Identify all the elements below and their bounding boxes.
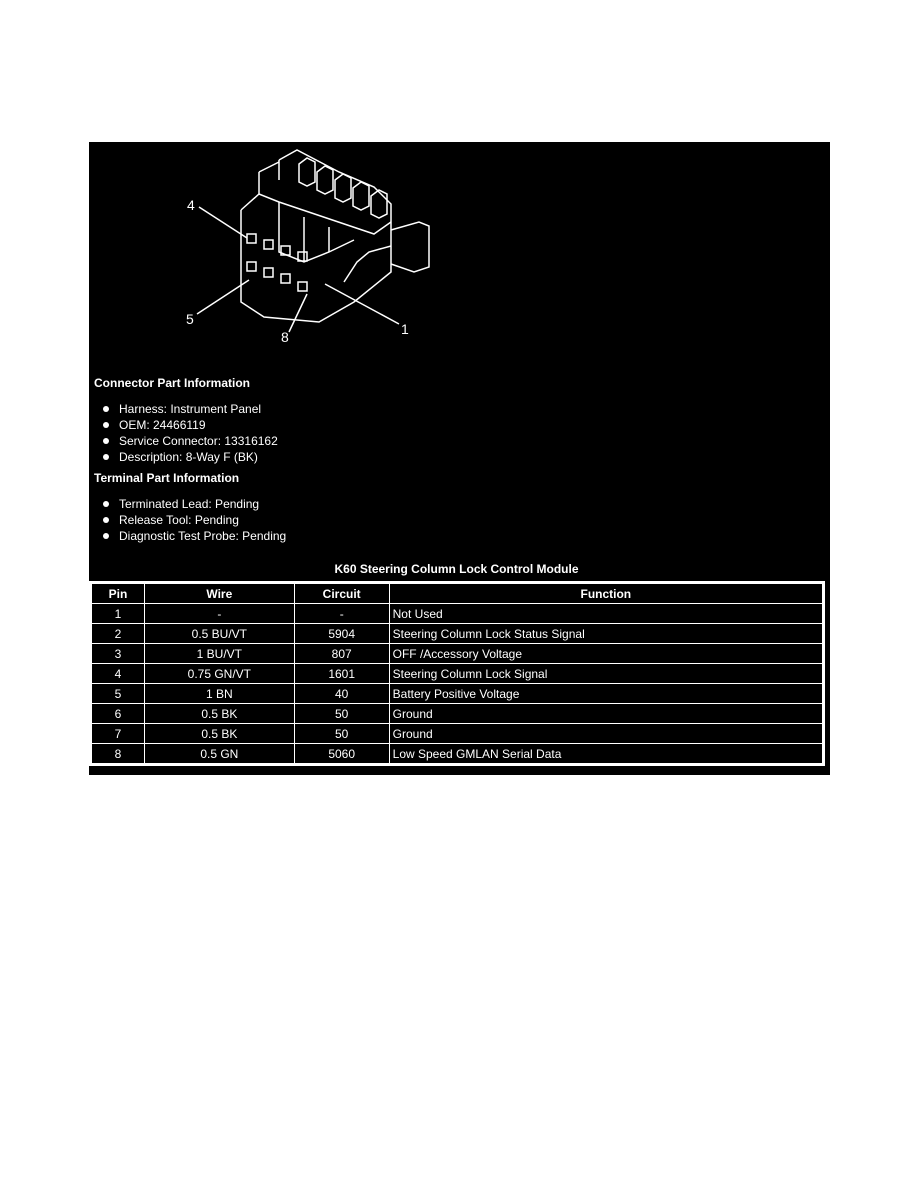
table-title: K60 Steering Column Lock Control Module: [334, 562, 579, 576]
connector-info-list: [103, 401, 278, 465]
cell-function: OFF /Accessory Voltage: [389, 644, 822, 664]
pin-label-5: 5: [186, 311, 194, 327]
cell-circuit: 5904: [294, 624, 389, 644]
list-item: Harness: Instrument Panel: [103, 401, 278, 417]
list-item: Diagnostic Test Probe: Pending: [103, 528, 286, 544]
table-header-row: [92, 584, 823, 604]
cell-function: Low Speed GMLAN Serial Data: [389, 744, 822, 764]
list-item: Service Connector: 13316162: [103, 433, 278, 449]
connector-info-title: Connector Part Information: [94, 376, 251, 390]
table-row: [92, 604, 823, 624]
cell-function: Not Used: [389, 604, 822, 624]
pin-label-4: 4: [187, 197, 195, 213]
pinout-table: [91, 583, 823, 764]
header-wire: Wire: [144, 584, 294, 604]
table-row: [92, 704, 823, 724]
cell-circuit: 40: [294, 684, 389, 704]
cell-wire: 0.5 BU/VT: [144, 624, 294, 644]
cell-pin: 3: [92, 644, 145, 664]
cell-circuit: 807: [294, 644, 389, 664]
cell-pin: 6: [92, 704, 145, 724]
cell-wire: 1 BU/VT: [144, 644, 294, 664]
cell-pin: 1: [92, 604, 145, 624]
list-item: Terminated Lead: Pending: [103, 496, 286, 512]
cell-wire: 0.5 GN: [144, 744, 294, 764]
connector-panel: [89, 142, 830, 775]
pin-label-8: 8: [281, 329, 289, 345]
cell-circuit: -: [294, 604, 389, 624]
list-item: OEM: 24466119: [103, 417, 278, 433]
cell-circuit: 50: [294, 704, 389, 724]
cell-pin: 4: [92, 664, 145, 684]
header-pin: Pin: [92, 584, 145, 604]
table-row: [92, 724, 823, 744]
table-row: [92, 624, 823, 644]
list-item: Description: 8-Way F (BK): [103, 449, 278, 465]
cell-pin: 8: [92, 744, 145, 764]
cell-circuit: 5060: [294, 744, 389, 764]
pin-label-1: 1: [401, 321, 409, 337]
cell-wire: -: [144, 604, 294, 624]
table-row: [92, 664, 823, 684]
cell-function: Battery Positive Voltage: [389, 684, 822, 704]
terminal-info-list: [103, 496, 286, 544]
cell-wire: 1 BN: [144, 684, 294, 704]
cell-circuit: 1601: [294, 664, 389, 684]
cell-wire: 0.5 BK: [144, 704, 294, 724]
cell-function: Ground: [389, 704, 822, 724]
cell-function: Ground: [389, 724, 822, 744]
cell-wire: 0.5 BK: [144, 724, 294, 744]
table-row: [92, 644, 823, 664]
cell-circuit: 50: [294, 724, 389, 744]
cell-function: Steering Column Lock Signal: [389, 664, 822, 684]
table-row: [92, 684, 823, 704]
list-item: Release Tool: Pending: [103, 512, 286, 528]
connector-diagram: [129, 142, 459, 357]
cell-wire: 0.75 GN/VT: [144, 664, 294, 684]
cell-pin: 7: [92, 724, 145, 744]
cell-pin: 5: [92, 684, 145, 704]
header-circuit: Circuit: [294, 584, 389, 604]
cell-function: Steering Column Lock Status Signal: [389, 624, 822, 644]
cell-pin: 2: [92, 624, 145, 644]
table-row: [92, 744, 823, 764]
header-function: Function: [389, 584, 822, 604]
terminal-info-title: Terminal Part Information: [94, 471, 240, 485]
